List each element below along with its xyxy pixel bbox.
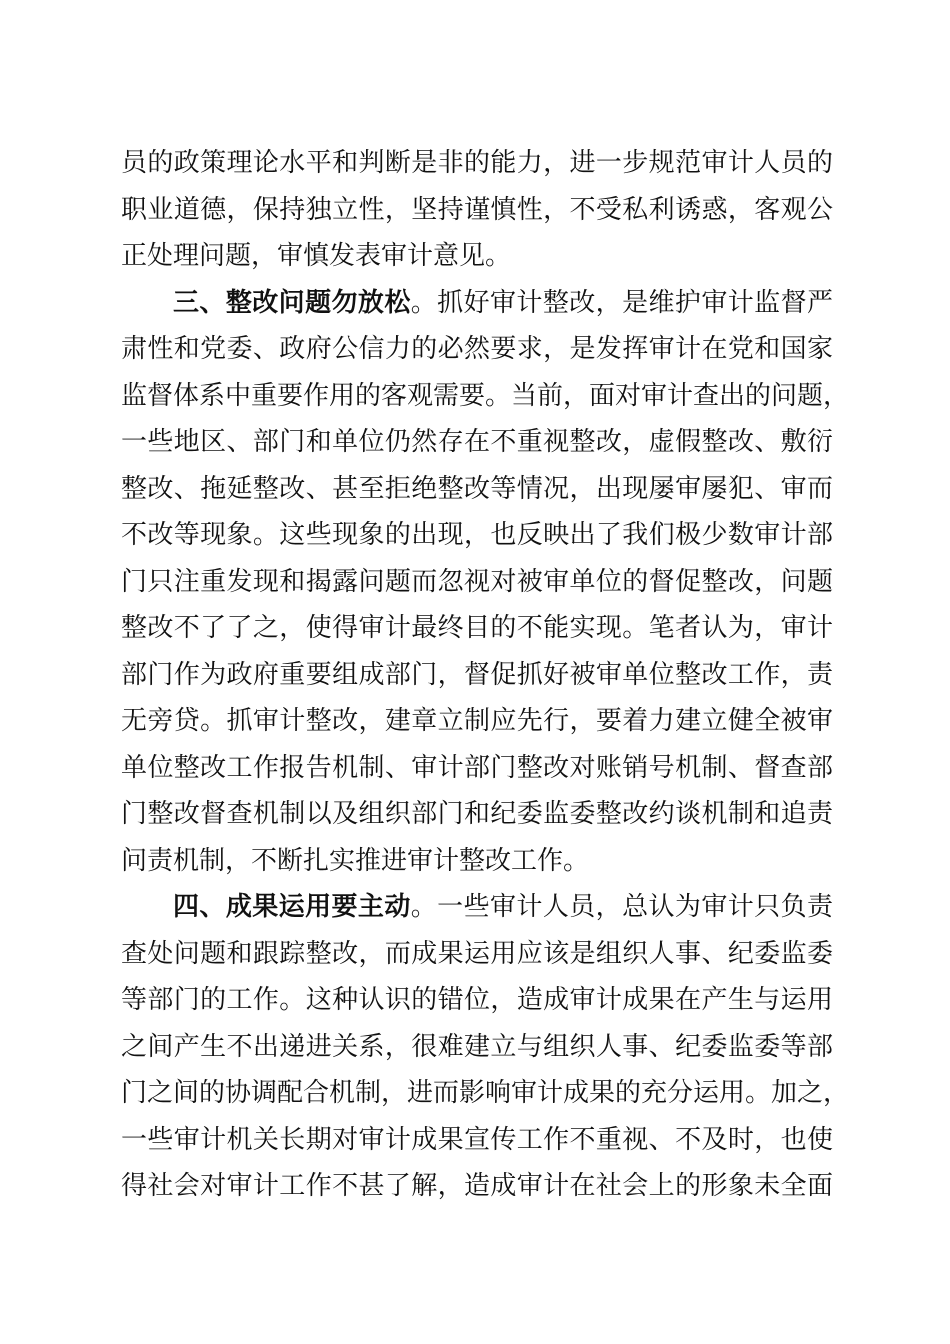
paragraph-first-line (121, 280, 833, 327)
text-run: 。抓好审计整改，是维护审计监督严 (410, 287, 833, 318)
text-line: 肃性和党委、政府公信力的必然要求，是发挥审计在党和国家 (121, 334, 833, 364)
text-line: 正处理问题，审慎发表审计意见。 (121, 241, 512, 271)
paragraph-1 (121, 140, 833, 280)
section-heading-rectification: 三、整改问题勿放松 (173, 287, 411, 318)
text-line: 监督体系中重要作用的客观需要。当前，面对审计查出的问题， (121, 380, 850, 411)
text-line: 无旁贷。抓审计整改，建章立制应先行，要着力建立健全被审 (121, 706, 833, 736)
text-line: 整改不了了之，使得审计最终目的不能实现。笔者认为，审计 (121, 613, 833, 643)
text-line: 问责机制，不断扎实推进审计整改工作。 (121, 845, 590, 876)
text-line: 员的政策理论水平和判断是非的能力，进一步规范审计人员的 (121, 148, 833, 178)
paragraph-2 (121, 280, 850, 885)
text-run: 。一些审计人员，总认为审计只负责 (410, 892, 833, 922)
text-line: 查处问题和跟踪整改，而成果运用应该是组织人事、纪委监委 (121, 938, 833, 969)
paragraph-first-line (121, 884, 833, 931)
text-line: 一些审计机关长期对审计成果宣传工作不重视、不及时，也使 (121, 1124, 833, 1155)
text-line: 等部门的工作。这种认识的错位，造成审计成果在产生与运用 (121, 985, 833, 1015)
text-line: 得社会对审计工作不甚了解，造成审计在社会上的形象未全面 (121, 1171, 833, 1201)
text-line: 整改、拖延整改、甚至拒绝整改等情况，出现屡审屡犯、审而 (121, 473, 833, 504)
section-heading-results-use: 四、成果运用要主动 (173, 892, 411, 922)
document-body (121, 140, 850, 1210)
text-line: 之间产生不出递进关系，很难建立与组织人事、纪委监委等部 (121, 1031, 833, 1062)
text-line: 单位整改工作报告机制、审计部门整改对账销号机制、督查部 (121, 752, 833, 783)
text-line: 门只注重发现和揭露问题而忽视对被审单位的督促整改，问题 (121, 566, 833, 597)
text-line: 门整改督查机制以及组织部门和纪委监委整改约谈机制和追责 (121, 799, 833, 829)
paragraph-3 (121, 884, 850, 1210)
text-line: 一些地区、部门和单位仍然存在不重视整改，虚假整改、敷衍 (121, 427, 833, 457)
text-line: 职业道德，保持独立性，坚持谨慎性，不受私利诱惑，客观公 (121, 194, 833, 225)
text-line: 门之间的协调配合机制，进而影响审计成果的充分运用。加之， (121, 1078, 850, 1108)
text-line: 部门作为政府重要组成部门，督促抓好被审单位整改工作，责 (121, 659, 833, 690)
text-line: 不改等现象。这些现象的出现，也反映出了我们极少数审计部 (121, 520, 833, 550)
